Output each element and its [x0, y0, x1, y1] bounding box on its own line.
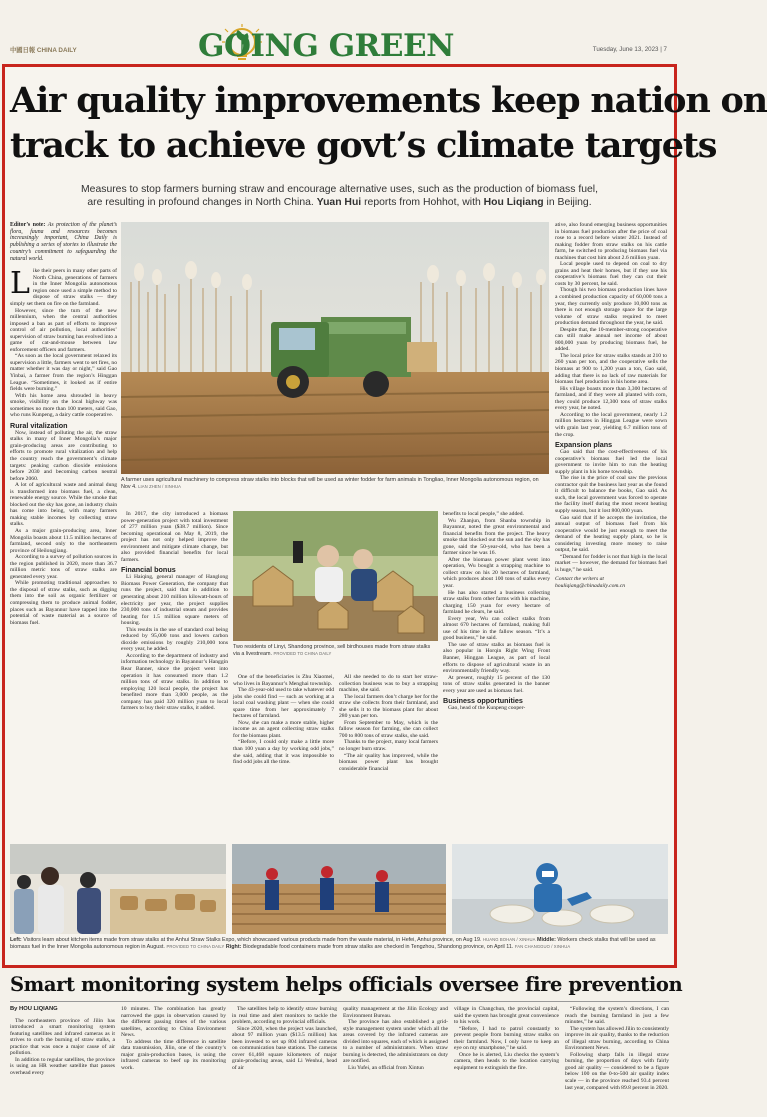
paragraph: A lot of agricultural waste and animal dung is transformed into biomass fuel, a clean, renewable energy source. While the smoke that blocked out the sky has gone, an industry chain has come into being, with many farmers making stable incomes by collecting straw stalks.	[10, 482, 117, 528]
paragraph: “Demand for fodder is not that high in the local market — however, the demand for biomass fuel is huge,” he said.	[555, 553, 667, 573]
paragraph: The satellites help to identify straw burning in real time and alert monitors to tackle the problem, according to provincial officials.	[232, 1006, 337, 1026]
paragraph: He has also started a business collecting straw stalks from other farms with his machine, charging 150 yuan for every hectare of farmland he clears, he said.	[443, 589, 550, 616]
paragraph: The northeastern province of Jilin has introduced a smart monitoring system featuring satellites and infrared cameras as it strives to curb the burning of straw stalks, a practice that was once a major cause of air pollution.	[10, 1017, 115, 1057]
paragraph: Gao, head of the Kunpeng cooper-	[448, 705, 526, 712]
article-column-5	[443, 511, 550, 841]
dropcap: L	[10, 266, 30, 302]
paragraph: “Before, I could only make a little more than 100 yuan a day by working odd jobs,” she said, adding that it was impossible to find odd jobs all the time.	[233, 739, 334, 766]
expo-photo-illustration	[10, 844, 226, 934]
paragraph: “The air quality has improved, while the biomass power plant has brought considerable financial	[339, 752, 438, 772]
paragraph: “Before, I had to patrol constantly to prevent people from burning straw stalks on their farmland. Now, I only have to keep an eye on my smartphone,” he said.	[454, 1025, 559, 1052]
paragraph: The 43-year-old used to take whatever odd jobs she could find — such as working at a local coal washing plant — when she could spare time from her approximately 7 hectares of farmland.	[233, 687, 334, 720]
paragraph: ative, also found emerging business opportunities in biomass fuel production after the price of coal rose to a record before winter 2021. Instead of making fodder from straw stalks on his cattle farm, he switched to producing biomass fuel via machines that cost him about 2.6 million yuan.	[555, 222, 667, 261]
author-2: Hou Liqiang	[483, 196, 544, 208]
paragraph: Though his two biomass production lines have a combined production capacity of 60,000 tons a year, they currently only produce 10,000 tons as there is not enough storage space for the large volume of straw stalks required to meet production demand throughout the year, he said.	[555, 287, 667, 327]
paragraph: After the biomass power plant went into operation, Wu bought a strapping machine to collect straw on his 20 hectares of farmland, which produces about 100 tons of stalks every year.	[443, 556, 550, 590]
paragraph: This results in the use of standard coal being reduced by 95,000 tons and lowers carbon dioxide emissions by roughly 210,000 tons every year, he added.	[121, 626, 228, 653]
paragraph: To address the time difference in satellite data transmission, Jilin, one of the country’s major grain-production bases, is using the infrared cameras to beef up its monitoring work.	[121, 1038, 226, 1071]
photo-livestream-birdhouses	[233, 511, 438, 641]
photo-credit: PROVIDED TO CHINA DAILY	[273, 650, 332, 656]
article-column-3	[233, 674, 334, 841]
secondary-rule	[10, 1001, 669, 1002]
subhead-financial-bonus: Financial bonus	[121, 565, 176, 575]
caption-top-photo: A farmer uses agricultural machinery to compress straw stalks into blocks that will be used as winter fodder for farm animals in Tongliao, Inner Mongolia autonomous region, on Nov 4. LIAN ZHEN / XINHUA	[121, 477, 539, 490]
deck	[14, 184, 665, 210]
paragraph: In 2017, the city introduced a biomass power-generation project with total investment of 277 million yuan ($38.7 million). Since becoming operational on May 8, 2019, the project has not only helped improve the environment and mitigate climate change, but also provided financial benefits for local farmers.	[121, 511, 228, 563]
subhead-business-opportunities: Business opportunities	[443, 696, 523, 706]
secondary-column-1	[10, 1006, 115, 1114]
secondary-column-6	[565, 1006, 669, 1114]
photo-credit: HUANG BOHAN / XINHUA	[483, 937, 536, 942]
paragraph: Gao said that the cost-effectiveness of his cooperative’s biomass fuel led the local government to invite him to run the heating supply plant in his home township.	[555, 449, 667, 475]
secondary-headline: Smart monitoring system helps officials oversee fire prevention	[10, 973, 683, 996]
paragraph: As a major grain-producing area, Inner Mongolia boasts about 11.5 million hectares of farmland, second only to the northeastern province of Heilongjiang.	[10, 528, 117, 554]
caption-bottom-photos: Left: Visitors learn about kitchen items made from straw stalks at the Anhui Straw Stalks Expo, which showcased various products made from the waste material, in Hefei, Anhui province, on Aug 19. HUANG BOHAN / XINHUA Middle: Workers check stalks that will be used as biomass fuel in the Inner Mongolia autonomous region in August. PROVIDED TO CHINA DAILY Right: Biodegradable food containers made from straw stalks are checked in Tengzhou, Shandong province, on April 11. FAN CHANGGUO / XINHUA	[10, 937, 656, 950]
photo-credit: LIAN ZHEN / XINHUA	[138, 483, 182, 489]
subhead-expansion-plans: Expansion plans	[555, 440, 613, 450]
paragraph: One of the beneficiaries is Zhu Xiaomei, who lives in Bayannur’s Menghai township.	[233, 674, 334, 687]
paragraph: From September to May, which is the fallow season for farming, she can collect 700 to 800 tons of straw stalks, she said.	[339, 719, 438, 739]
paragraph: All she needed to do to start her straw-collection business was to buy a strapping machine, she said.	[339, 674, 438, 694]
secondary-column-5	[454, 1006, 559, 1114]
paragraph: At present, roughly 15 percent of the 130 tons of straw stalks generated in the banner every year are used as biomass fuel.	[443, 674, 550, 694]
author-1: Yuan Hui	[316, 196, 362, 208]
paragraph: Gao said that if he accepts the invitation, the annual output of biomass fuel from his cooperative would be just enough to meet the demand of the heating supply plant, so he is considering investing more money to raise output, he said.	[555, 514, 667, 554]
paragraph: 10 minutes. The combination has greatly narrowed the gaps in observation caused by the different passing times of the various satellites, according to China Environment News.	[121, 1006, 226, 1039]
paragraph: With his home area shrouded in heavy smoke, visibility on the local highway was sometimes no more than 100 meters, said Gao, who runs Kunpeng, a dairy cattle cooperative.	[10, 392, 117, 419]
photo-credit: FAN CHANGGUO / XINHUA	[514, 943, 571, 949]
paragraph: quality management at the Jilin Ecology and Environment Bureau.	[343, 1006, 448, 1019]
paragraph: The local farmers don’t charge her for the straw she collects from their farmland, and she sells it to the biomass plant for about 280 yuan per ton.	[339, 693, 438, 720]
article-column-4	[339, 674, 438, 841]
paragraph: According to the local government, nearly 1.2 million hectares in Hinggan League were sown with grain last year, yielding 6.7 million tons of the crop.	[555, 411, 667, 438]
caption-middle-photo: Two residents of Linyi, Shandong province, sell birdhouses made from straw stalks via a livestream. PROVIDED TO CHINA DAILY	[233, 644, 431, 657]
paragraph: According to the department of industry and information technology in Bayannur’s Hanggin Rear Banner, since the project went into operation it has consumed more than 1.2 million tons of straw stalks. In addition to employing 120 local people, the project has benefited more than 3,000 people, as the company has paid 320 million yuan to local farmers to buy their straw stalks, it added.	[121, 652, 228, 712]
paragraph: “As soon as the local government relaxed its supervision a little, farmers went to set fires, no matter whether it was day or night,” said Gao Yinbai, a farmer from the region’s Hinggan League. “Sometimes, it looked as if entire fields were burning.”	[10, 353, 117, 393]
main-headline	[10, 78, 767, 168]
contact-email[interactable]: houliqiang@chinadaily.com.cn	[555, 582, 626, 589]
paragraph: “Following the system’s directions, I can reach the burning farmland in just a few minutes,” he said.	[565, 1006, 669, 1026]
photo-food-containers	[452, 844, 668, 934]
paragraph: Now, she can make a more stable, higher income as an agent collecting straw stalks for the biomass plant.	[233, 719, 334, 739]
deck-line-1: Measures to stop farmers burning straw and encourage alternative uses, such as the production of biomass fuel,	[81, 184, 598, 195]
paragraph: Following sharp falls in illegal straw burning, the proportion of days with fairly good air quality — considered to be a figure below 100 on the 0-to-500 air quality index scale — in the province reached 93.4 percent last year, compared with 89.8 percent in 2020.	[565, 1051, 669, 1091]
paragraph: In addition to regular satellites, the province is using an HR weather satellite that passes overhead every	[10, 1056, 115, 1076]
paragraph: Despite that, the 10-member-strong cooperative can still make annual net income of about 800,000 yuan by producing biomass fuel, he added.	[555, 326, 667, 353]
paragraph: Since 2020, when the project was launched, about 97 million yuan ($13.5 million) has been invested to set up 804 infrared cameras on communication base stations. The cameras cover 61,468 square kilometers of major grain-producing areas, said Li Wenhui, head of air	[232, 1025, 337, 1071]
article-column-6	[555, 222, 667, 818]
paragraph: However, since the turn of the new millennium, when the central authorities imposed a ban as part of efforts to improve control of air pollution, local authorities’ supervision of straw burning has evolved into a game of cat-and-mouse between law enforcement officers and farmers.	[10, 307, 117, 353]
paragraph: Li Haiqing, general manager of Hanglong Biomass Power Generation, the company that runs the project, said that in addition to generating about 210 million kilowatt-hours of electricity per year, the project supplies 230,000 tons of industrial steam and provides heating for 1.5 million square meters of housing.	[121, 574, 228, 627]
paragraph: Once he is alerted, Liu checks the system’s camera, then heads to the location carrying equipment to extinguish the fire.	[454, 1051, 559, 1071]
paragraph: His village boasts more than 3,300 hectares of farmland, and if they were all planted with corn, they could produce 12,300 tons of straw stalks every year, he noted.	[555, 385, 667, 412]
paragraph: The local price for straw stalks stands at 210 to 260 yuan per ton, and the cooperative sells the biomass at 900 to 1,200 yuan a ton, Gao said, adding that there is no lack of raw materials for biomass fuel production in his home area.	[555, 352, 667, 386]
photo-credit: PROVIDED TO CHINA DAILY	[166, 943, 225, 949]
secondary-column-4	[343, 1006, 448, 1114]
article-column-2	[121, 511, 228, 841]
paragraph: Thanks to the project, many local farmers no longer burn straw.	[339, 739, 438, 753]
farm-photo-illustration	[121, 222, 549, 474]
paragraph: The system has allowed Jilin to consistently improve its air quality, thanks to the reduction of illegal straw burning, according to China Environment News.	[565, 1025, 669, 1052]
section-title-text: GOING GREEN	[198, 28, 454, 64]
photo-workers-stalks	[232, 844, 446, 934]
contact-info: Contact the writers at houliqiang@chinadaily.com.cn	[555, 576, 667, 589]
paragraph: Local people used to depend on coal to dry grains and heat their homes, but if they use his cooperative’s biomass fuel they can cut their costs by 30 percent, he said.	[555, 261, 667, 287]
headline-line-1: Air quality improvements keep nation on	[10, 80, 767, 121]
paragraph: Every year, Wu can collect stalks from almost 670 hectares of farmland, making full use of his time in the fallow season. “It’s a good business,” he said.	[443, 615, 550, 642]
containers-photo-illustration	[452, 844, 668, 934]
paragraph: benefits to local people,” she added.	[443, 511, 524, 517]
paragraph: According to a survey of pollution sources in the region published in 2020, more than 36.7 million metric tons of straw stalks are generated every year.	[10, 554, 117, 580]
headline-line-2: track to achieve govt’s climate targets	[10, 125, 717, 166]
paragraph: Liu Yufei, an official from Xintun	[348, 1064, 424, 1071]
paragraph: While promoting traditional approaches to the disposal of straw stalks, such as digging them into the soil as organic fertilizer or compressing them to produce animal fodder, places such as Bayannur have tapped into the potential of waste material as a source of biomass fuel.	[10, 580, 117, 626]
paragraph: Wu Zhanjun, from Shanba township in Bayannur, noted the great environmental and financial benefits from the project. The heavy smoke that blocked out the sun and the sky has gone, said the 50-year-old, who has been a farmer since he was 16.	[443, 517, 550, 557]
livestream-photo-illustration	[233, 511, 438, 641]
editors-note: Editor’s note: As protection of the planet’s flora, fauna and resources becomes increasingly important, China Daily is publishing a series of stories to illustrate the country’s commitment to safeguarding the natural world.	[10, 222, 117, 262]
photo-expo-visitors	[10, 844, 226, 934]
editors-note-label: Editor’s note:	[10, 222, 46, 228]
date-page: Tuesday, June 13, 2023 | 7	[592, 46, 667, 53]
paragraph: The province has also established a grid-style management system under which all the areas covered by the infrared cameras are divided into squares, each of which is assigned to a number of administrators. When straw burning is detected, the administrators on duty are notified.	[343, 1019, 449, 1065]
paragraph: The use of straw stalks as biomass fuel is also popular in Horqin Right Wing Front Banner, Hinggan League, as part of local efforts to dispose of agricultural waste in an environmentally friendly way.	[443, 641, 550, 675]
workers-photo-illustration	[232, 844, 446, 934]
paragraph: Now, instead of polluting the air, the straw stalks in many of Inner Mongolia’s major grain-producing areas are contributing to efforts to promote rural vitalization and help the country reach the government’s climate targets: peaking carbon dioxide emissions before 2030 and becoming carbon neutral before 2060.	[10, 429, 117, 482]
section-title	[198, 28, 488, 64]
paragraph: village in Changchun, the provincial capital, said the system has brought great convenience to his work.	[454, 1006, 559, 1026]
paragraph: The rise in the price of coal saw the previous contractor quit the business last year as she found it difficult to balance the books, Gao said. As such, the local government was forced to operate the facility itself during the most recent heating supply season, but it lost 800,000 yuan.	[555, 475, 667, 514]
secondary-column-2	[121, 1006, 226, 1114]
deck-line-2: are resulting in profound changes in North China. Yuan Hui reports from Hohhot, with Hou Liqiang in Beijing.	[87, 196, 592, 208]
masthead	[0, 0, 679, 64]
byline: By HOU LIQIANG	[10, 1006, 58, 1012]
subhead-rural-vitalization: Rural vitalization	[10, 420, 68, 430]
china-daily-logo: 中國日報 CHINA DAILY	[10, 47, 77, 54]
paragraph: ike their peers in many other parts of North China, generations of farmers in the Inner Mongolia autonomous region once used a simple method to dispose of straw stalks — they simply set them on fire on the farmland.	[10, 268, 117, 307]
secondary-column-3	[232, 1006, 337, 1114]
photo-straw-compression	[121, 222, 549, 474]
